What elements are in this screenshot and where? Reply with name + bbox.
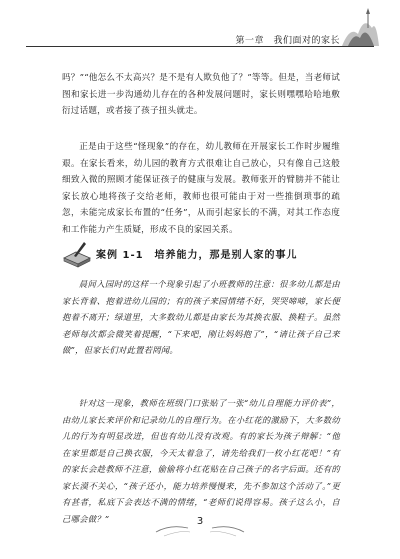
case-title: 案例 1-1 培养能力，那是别人家的事儿 — [96, 250, 298, 261]
header-rule — [26, 46, 374, 47]
ink-landscape-decoration-icon — [340, 6, 380, 48]
case-paragraph-2: 针对这一现象，教师在班级门口张贴了一张“幼儿自理能力评价表”，由幼儿家长来评价和记录幼儿的自理行为。在小红花的激励下，大多数幼儿的行为有明显改进，但也有幼儿没有改观。有的家长为孩子辩解：“他在家里都是自己换衣服，今天太着急了，请先给我们一枚小红花吧！”有的家长会趁教师不注意，偷偷将小红花贴在自己孩子的名字后面。还有的家长漠不关心，“孩子还小，能力培养慢慢来，先不参加这个活动了。”更有甚者，私底下会表达不满的情绪，“老师们说得容易。孩子这么小，自己哪会做？” — [62, 398, 340, 524]
chapter-title: 第一章 我们面对的家长 — [235, 36, 340, 46]
page-footer — [150, 510, 250, 540]
case-heading — [62, 240, 352, 268]
book-quill-icon — [62, 240, 92, 268]
page-header — [0, 0, 400, 52]
body-paragraph-1: 吗？”“他怎么不太高兴？是不是有人欺负他了？”等等。但是，当老师试图和家长进一步沟通幼儿存在的各种发展问题时，家长则嘿嘿哈哈地敷衍过话题，或者接了孩子扭头就走。 — [62, 73, 340, 116]
page-number: 3 — [196, 516, 204, 527]
body-paragraph-2: 正是由于这些“怪现象”的存在，幼儿教师在开展家长工作时步履维艰。在家长看来，幼儿园的教育方式很难让自己放心，只有像自己这般细致入微的照顾才能保证孩子的健康与发展。教师张开的臂膀并不能让家长放心地将孩子交给老师，教师也很可能由于对一些推倒琐事的疏忽，未能完成家长布置的“任务”，从而引起家长的不满，对其工作态度和工作能力产生质疑，形成不良的家园关系。 — [62, 142, 340, 235]
case-paragraph-1: 晨间入园时的这样一个现象引起了小班教师的注意：很多幼儿都是由家长背着、抱着进幼儿园的；有的孩子来园情绪不好，哭哭啼啼，家长便抱着不离开；绿道里，大多数幼儿都是由家长为其换衣服、换鞋子。虽然老师每次都会微笑着提醒，“下来吧，刚让妈妈抱了”，“请让孩子自己来做”，但家长们对此置若罔闻。 — [62, 279, 340, 355]
